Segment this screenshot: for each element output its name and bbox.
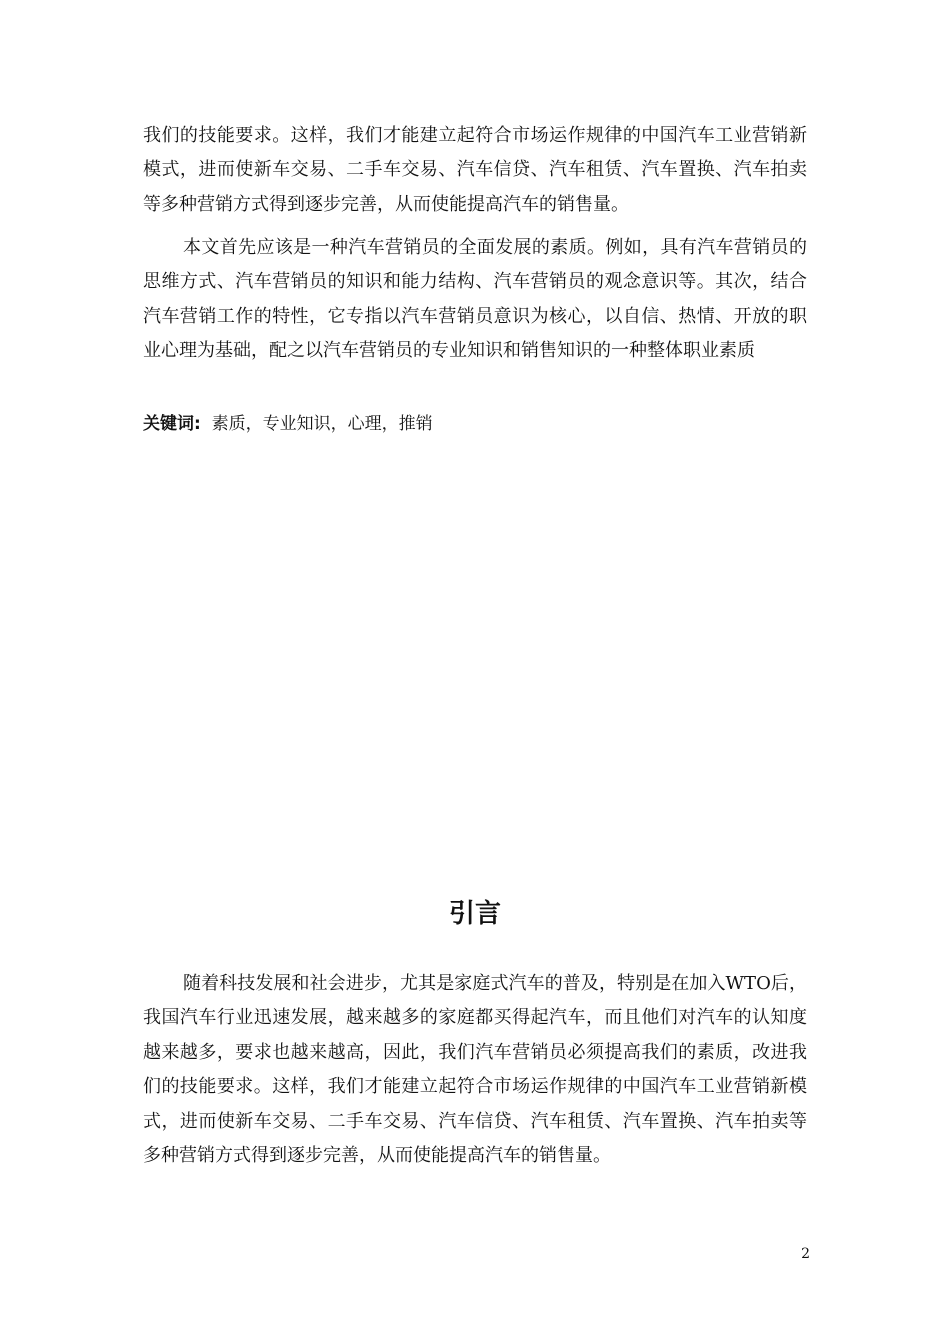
keywords-value: 素质，专业知识，心理，推销 — [211, 414, 433, 434]
section-title: 引言 — [448, 899, 501, 929]
introduction-paragraph: 随着科技发展和社会进步，尤其是家庭式汽车的普及，特别是在加入WTO后，我国汽车行业迅速发展，越来越多的家庭都买得起汽车，而且他们对汽车的认知度越来越多，要求也越来越高，因此，我们汽车营销员必须提高我们的素质，改进我们的技能要求。这样，我们才能建立起符合市场运作规律的中国汽车工业营销新模式，进而使新车交易、二手车交易、汽车信贷、汽车租赁、汽车置换、汽车拍卖等多种营销方式得到逐步完善，从而使能提高汽车的销售量。 — [143, 973, 807, 1167]
page-number: 2 — [801, 1246, 810, 1262]
abstract-paragraph: 本文首先应该是一种汽车营销员的全面发展的素质。例如，具有汽车营销员的思维方式、汽车营销员的知识和能力结构、汽车营销员的观念意识等。其次，结合汽车营销工作的特性，它专指以汽车营销员意识为核心，以自信、热情、开放的职业心理为基础，配之以汽车营销员的专业知识和销售知识的一种整体职业素质 — [143, 237, 807, 362]
keywords-line — [143, 409, 807, 439]
keywords-label: 关键词: — [143, 414, 201, 434]
body-paragraph-continuation: 我们的技能要求。这样，我们才能建立起符合市场运作规律的中国汽车工业营销新模式，进而使新车交易、二手车交易、汽车信贷、汽车租赁、汽车置换、汽车拍卖等多种营销方式得到逐步完善，从而使能提高汽车的销售量。 — [143, 125, 807, 215]
